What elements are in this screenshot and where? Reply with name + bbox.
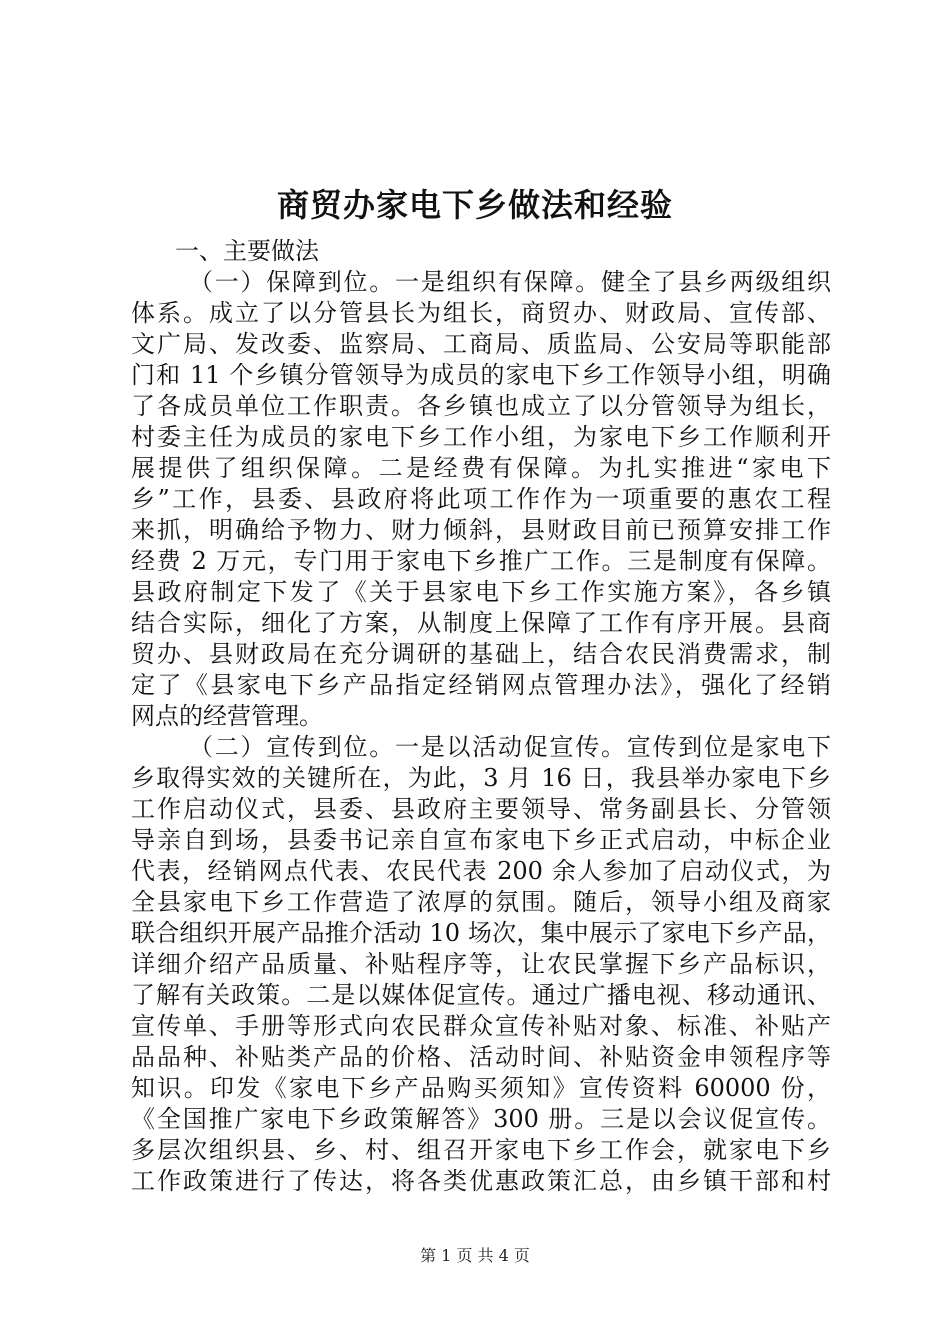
paragraph-line: 定了《县家电下乡产品指定经销网点管理办法》，强化了经销 — [131, 671, 831, 699]
paragraph-line: 门和 11 个乡镇分管领导为成员的家电下乡工作领导小组，明确 — [131, 361, 831, 389]
paragraph-line: 《全国推广家电下乡政策解答》300 册。三是以会议促宣传。 — [131, 1105, 831, 1133]
document-title: 商贸办家电下乡做法和经验 — [276, 186, 673, 224]
paragraph-line: 了各成员单位工作职责。各乡镇也成立了以分管领导为组长， — [131, 392, 831, 420]
paragraph-line: 乡”工作，县委、县政府将此项工作作为一项重要的惠农工程 — [131, 485, 831, 513]
paragraph-line: 乡取得实效的关键所在，为此，3 月 16 日，我县举办家电下乡 — [131, 764, 831, 792]
paragraph-line: 经费 2 万元，专门用于家电下乡推广工作。三是制度有保障。 — [131, 547, 831, 575]
paragraph-line: 网点的经营管理。 — [131, 702, 323, 730]
paragraph-line: 联合组织开展产品推介活动 10 场次，集中展示了家电下乡产品， — [131, 919, 831, 947]
paragraph-line: 工作启动仪式，县委、县政府主要领导、常务副县长、分管领 — [131, 795, 831, 823]
paragraph-line: 体系。成立了以分管县长为组长，商贸办、财政局、宣传部、 — [131, 299, 831, 327]
paragraph-line: 了解有关政策。二是以媒体促宣传。通过广播电视、移动通讯、 — [131, 981, 831, 1009]
paragraph-line: 导亲自到场，县委书记亲自宣布家电下乡正式启动，中标企业 — [131, 826, 831, 854]
paragraph-line: 来抓，明确给予物力、财力倾斜，县财政目前已预算安排工作 — [131, 516, 831, 544]
paragraph-line: 知识。印发《家电下乡产品购买须知》宣传资料 60000 份， — [131, 1074, 831, 1102]
paragraph-line: 结合实际，细化了方案，从制度上保障了工作有序开展。县商 — [131, 609, 831, 637]
paragraph-line: 品品种、补贴类产品的价格、活动时间、补贴资金申领程序等 — [131, 1043, 831, 1071]
paragraph-line: 全县家电下乡工作营造了浓厚的氛围。随后，领导小组及商家 — [131, 888, 831, 916]
document-body — [131, 236, 831, 1197]
paragraph-line: （一）保障到位。一是组织有保障。健全了县乡两级组织 — [189, 268, 831, 296]
paragraph-line: 详细介绍产品质量、补贴程序等，让农民掌握下乡产品标识， — [131, 950, 831, 978]
paragraph-line: 多层次组织县、乡、村、组召开家电下乡工作会，就家电下乡 — [131, 1136, 831, 1164]
paragraph-line: 县政府制定下发了《关于县家电下乡工作实施方案》，各乡镇 — [131, 578, 831, 606]
paragraph-line: 工作政策进行了传达，将各类优惠政策汇总，由乡镇干部和村 — [131, 1167, 831, 1195]
section-heading: 一、主要做法 — [175, 237, 319, 265]
paragraph-line: 展提供了组织保障。二是经费有保障。为扎实推进“家电下 — [131, 454, 831, 482]
page-number-footer: 第 1 页 共 4 页 — [420, 1246, 530, 1265]
paragraph-line: 村委主任为成员的家电下乡工作小组，为家电下乡工作顺利开 — [131, 423, 831, 451]
paragraph-line: 宣传单、手册等形式向农民群众宣传补贴对象、标准、补贴产 — [131, 1012, 831, 1040]
paragraph-line: （二）宣传到位。一是以活动促宣传。宣传到位是家电下 — [189, 733, 831, 761]
paragraph-line: 文广局、发改委、监察局、工商局、质监局、公安局等职能部 — [131, 330, 831, 358]
paragraph-line: 贸办、县财政局在充分调研的基础上，结合农民消费需求，制 — [131, 640, 831, 668]
paragraph-line: 代表，经销网点代表、农民代表 200 余人参加了启动仪式，为 — [131, 857, 831, 885]
